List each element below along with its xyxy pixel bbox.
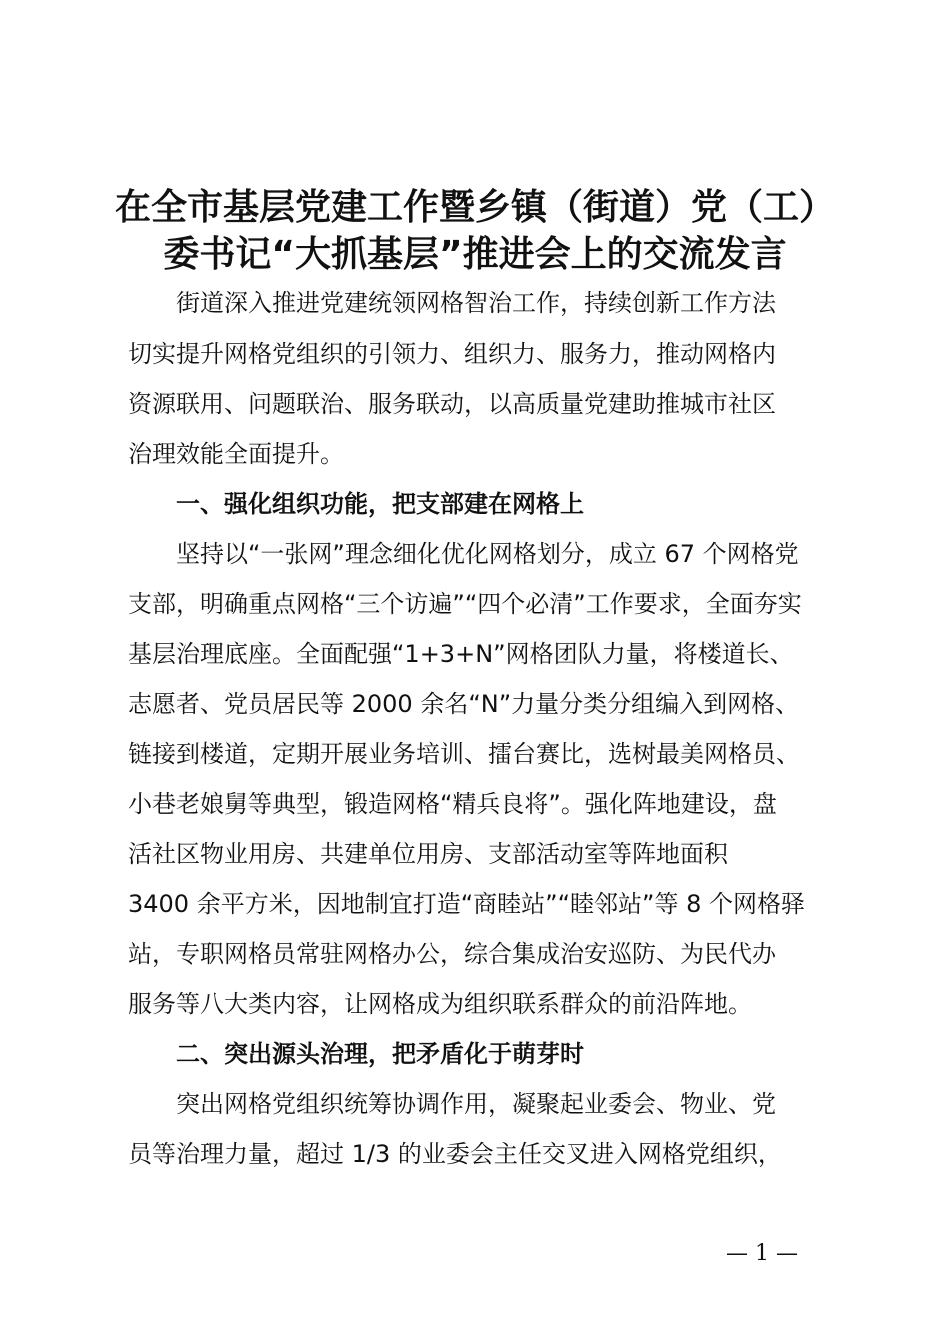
section-heading-2: 二、突出源头治理，把矛盾化于萌芽时 — [128, 1040, 584, 1068]
body-line: 站，专职网格员常驻网格办公，综合集成治安巡防、为民代办 — [128, 940, 776, 968]
body-line: 3400 余平方米，因地制宜打造“商睦站”“睦邻站”等 8 个网格驿 — [128, 890, 805, 918]
body-line: 支部，明确重点网格“三个访遍”“四个必清”工作要求，全面夯实 — [128, 590, 802, 618]
document-title-line-1: 在全市基层党建工作暨乡镇（街道）党（工） — [114, 187, 835, 228]
body-line: 员等治理力量，超过 1/3 的业委会主任交叉进入网格党组织， — [128, 1140, 782, 1168]
body-line: 资源联用、问题联治、服务联动，以高质量党建助推城市社区 — [128, 390, 776, 418]
section-heading-1: 一、强化组织功能，把支部建在网格上 — [128, 490, 584, 518]
body-line: 街道深入推进党建统领网格智治工作，持续创新工作方法 — [128, 289, 776, 317]
body-line: 服务等八大类内容，让网格成为组织联系群众的前沿阵地。 — [128, 990, 752, 1018]
body-line: 治理效能全面提升。 — [128, 440, 344, 468]
body-line: 基层治理底座。全面配强“1+3+N”网格团队力量，将楼道长、 — [128, 640, 794, 668]
body-line: 链接到楼道，定期开展业务培训、擂台赛比，选树最美网格员、 — [128, 740, 800, 768]
body-line: 小巷老娘舅等典型，锻造网格“精兵良将”。强化阵地建设，盘 — [128, 790, 777, 818]
body-line: 活社区物业用房、共建单位用房、支部活动室等阵地面积 — [128, 840, 728, 868]
body-line: 志愿者、党员居民等 2000 余名“N”力量分类分组编入到网格、 — [128, 690, 800, 718]
page-number: — 1 — — [726, 1241, 798, 1266]
body-line: 突出网格党组织统筹协调作用，凝聚起业委会、物业、党 — [128, 1090, 776, 1118]
body-line: 坚持以“一张网”理念细化优化网格划分，成立 67 个网格党 — [128, 540, 799, 568]
body-line: 切实提升网格党组织的引领力、组织力、服务力，推动网格内 — [128, 340, 776, 368]
document-title-line-2: 委书记“大抓基层”推进会上的交流发言 — [163, 234, 787, 275]
